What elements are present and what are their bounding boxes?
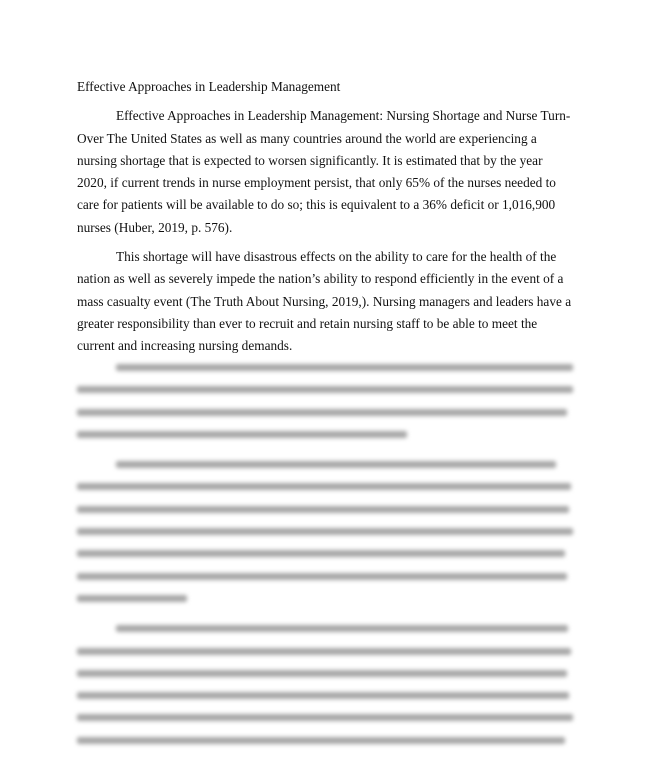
document-title: Effective Approaches in Leadership Management	[77, 79, 341, 94]
blurred-preview-content	[77, 364, 575, 759]
document-page	[77, 76, 575, 365]
paragraph: This shortage will have disastrous effects on the ability to care for the health of the nation as well as severely impede the nation’s ability to respond efficiently in the event of a mass casualty event (The Truth About Nursing, 2019,). Nursing managers and leaders have a greater responsibility than ever to recruit and retain nursing staff to be able to meet the current and increasing nursing demands.	[77, 249, 572, 354]
paragraph: Effective Approaches in Leadership Management: Nursing Shortage and Nurse Turn-Over The United States as well as many countries around the world are experiencing a nursing shortage that is expected to worsen significantly. It is estimated that by the year 2020, if current trends in nurse employment persist, that only 65% of the nurses needed to care for patients will be available to do so; this is equivalent to a 36% deficit or 1,016,900 nurses (Huber, 2019, p. 576).	[77, 108, 571, 235]
